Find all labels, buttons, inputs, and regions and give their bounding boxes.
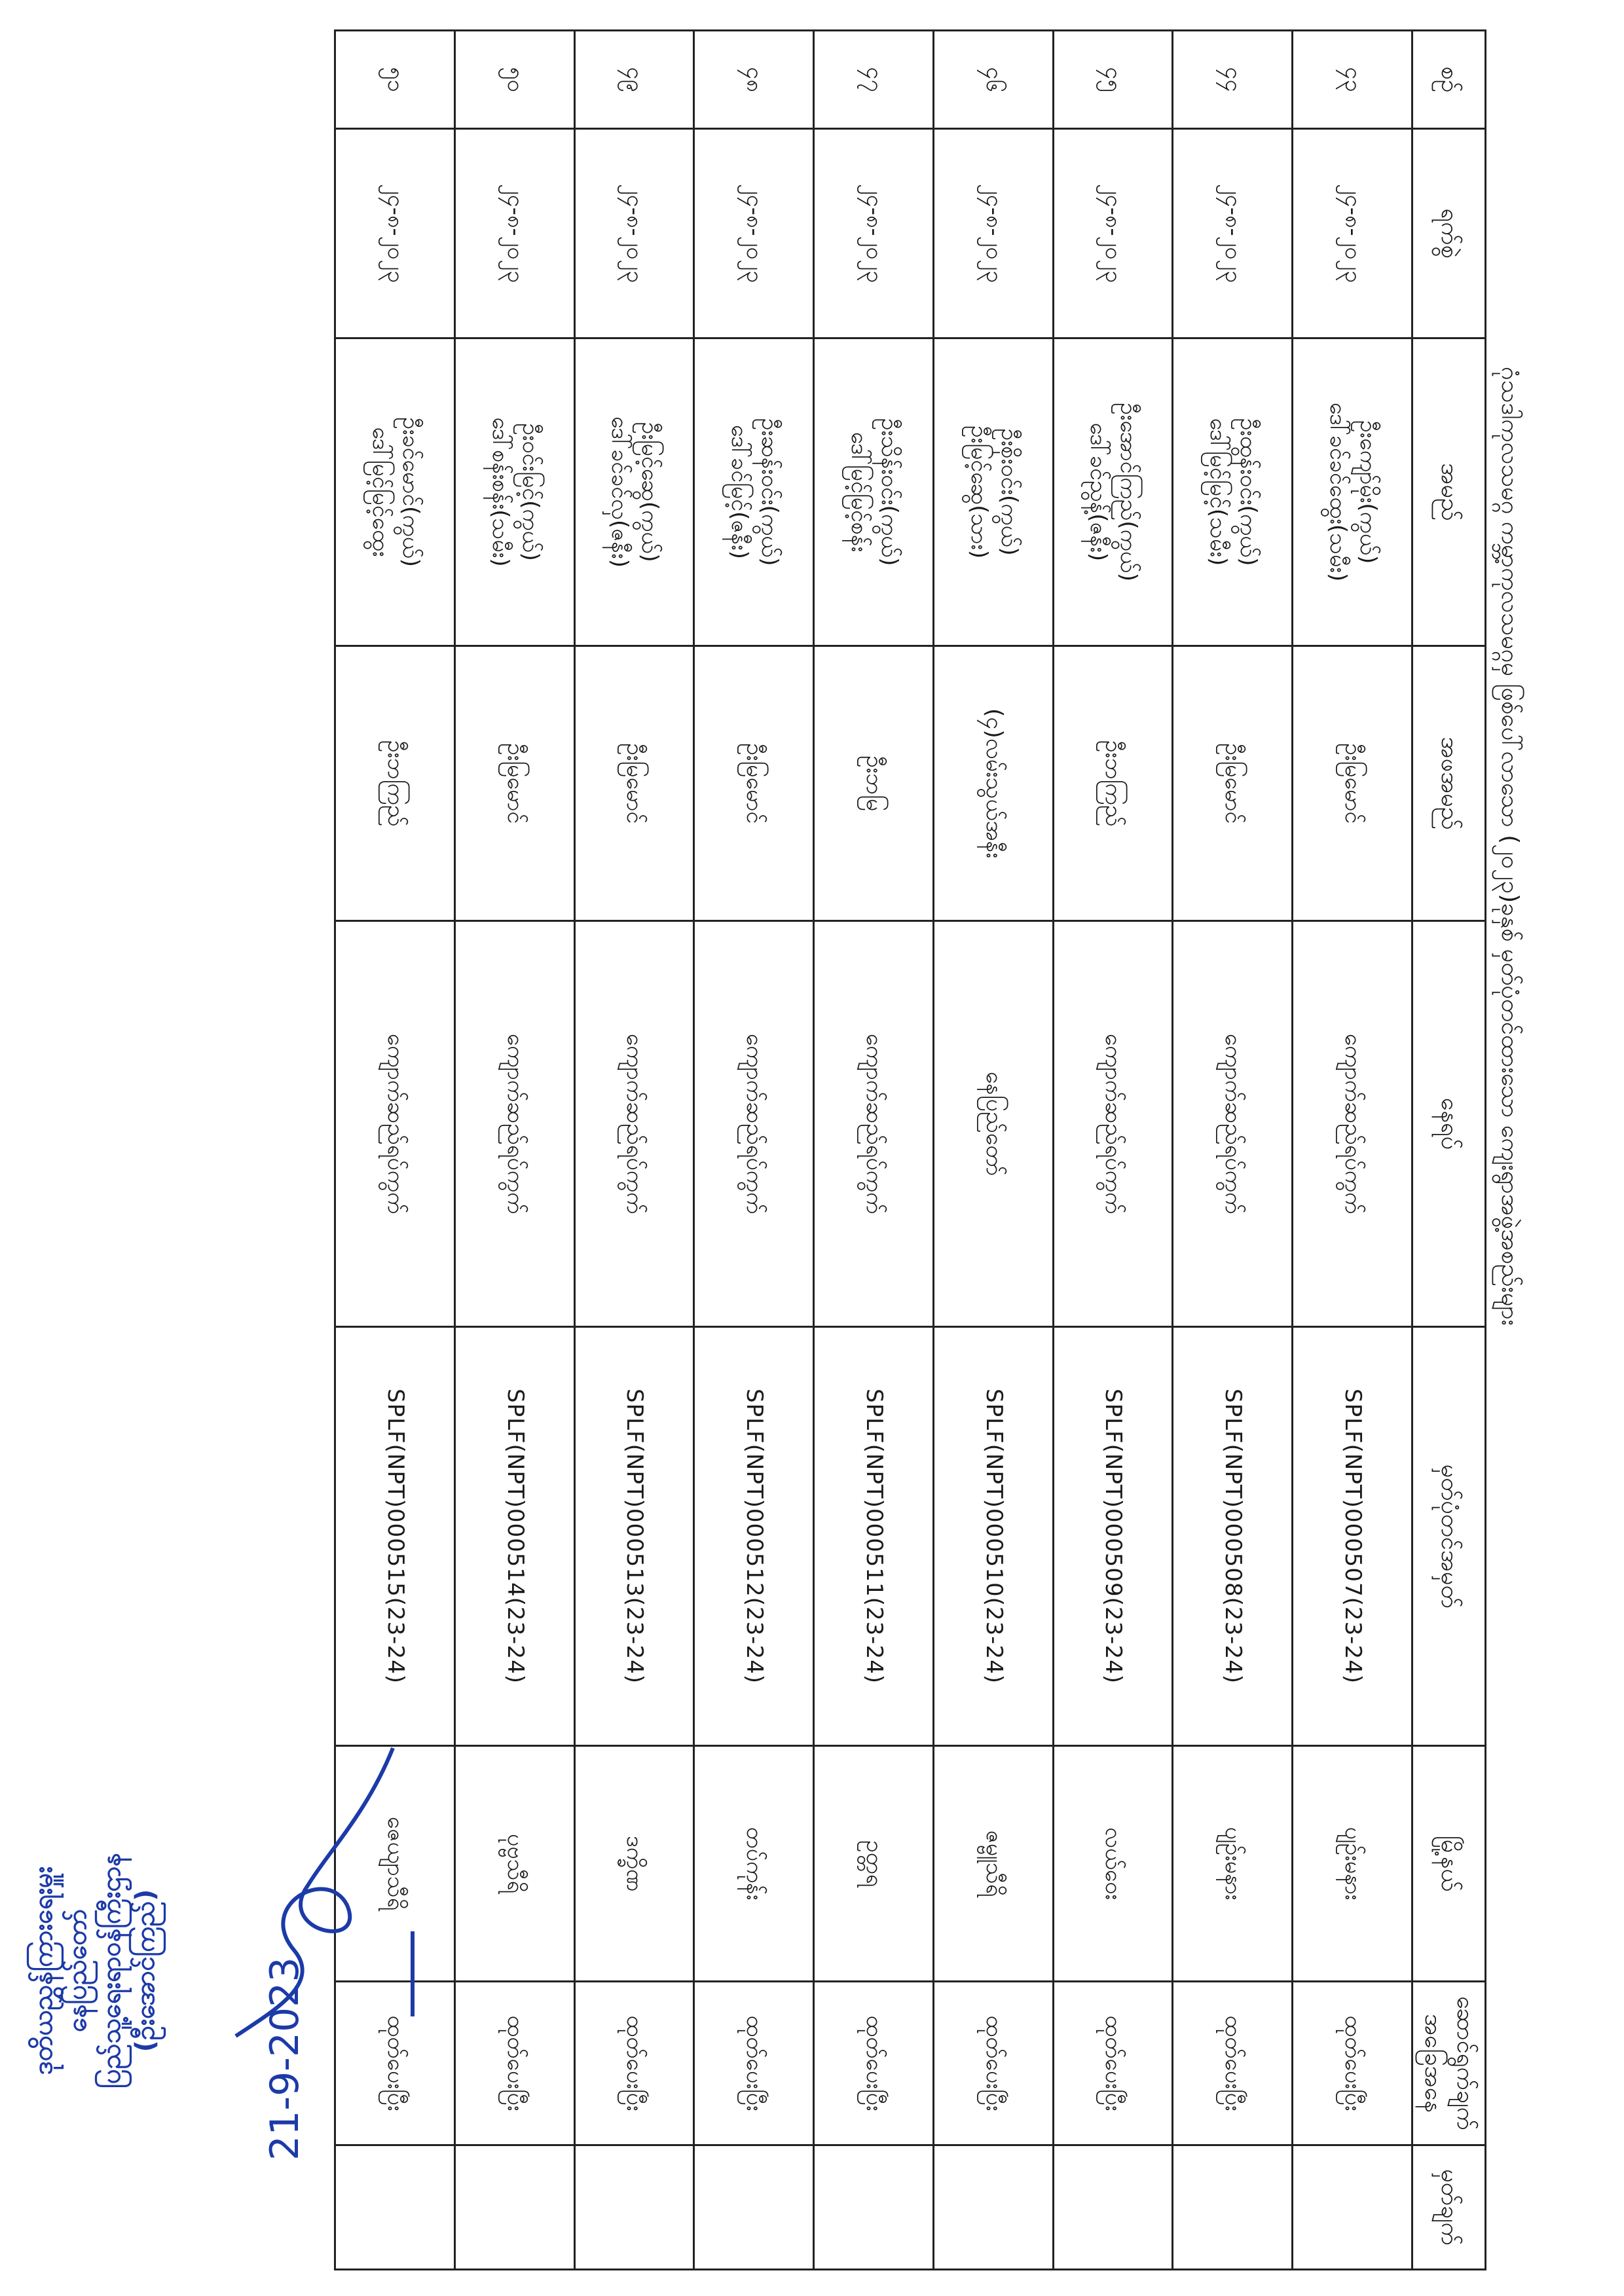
cell-no: ၄၈ <box>694 31 814 129</box>
header-date: ရက်စွဲ <box>1412 129 1485 338</box>
cell-name: ဦးမြင့်ဆွေ(ကွယ်) ဒေါ်ခင်ခင်လှ(ဇနီး) <box>574 338 694 646</box>
table-row <box>933 31 1053 2270</box>
stamp-line-2: နေပြည်တော် <box>62 1909 92 2032</box>
cell-name: ဦးကျော်မိုး(ကွယ်) ဒေါ်ခင်ခင်ထွေး(သမီး) <box>1293 338 1412 646</box>
cell-code: SPLF(NPT)000511(23-24) <box>814 1327 934 1746</box>
cell-note <box>1293 2145 1412 2270</box>
cell-remark: ထုတ်ပေးပြီး <box>814 1982 934 2145</box>
cell-address: နေပြည်တော် <box>933 921 1053 1327</box>
cell-date: ၂၄-၈-၂၀၂၃ <box>1293 129 1412 338</box>
cell-address: ကျောက်ဆည်ရပ်ကွက် <box>1293 921 1412 1327</box>
header-township: မြို့နယ် <box>1412 1746 1485 1982</box>
cell-no: ၄၆ <box>933 31 1053 129</box>
document-title: ဂုံသဒါကုလသမဂ္ဂ ကမ္ဘာ့ကုလသမဂ္ဂမှ ဖြစ်ပေါ်လာသော (၂၀၂၃)ခုနှစ် မှတ်ပုံတင်ထားသော ကျေးရွာအဖွဲ့အစည်းများ <box>1496 367 1523 1326</box>
cell-date: ၂၄-၈-၂၀၂၃ <box>335 129 455 338</box>
cell-township: လယ်ဝေး <box>1053 1746 1173 1982</box>
header-remark: ဆောင်ရွက်ချက် အခြေအနေ <box>1412 1982 1485 2145</box>
cell-name: ဦးခင်မောင်(ကွယ်) ဒေါ်မြင့်မြင့်ထွေး <box>335 338 455 646</box>
cell-father: ဦးမြမောင် <box>1293 646 1412 921</box>
cell-remark: ထုတ်ပေးပြီး <box>1293 1982 1412 2145</box>
cell-code: SPLF(NPT)000509(23-24) <box>1053 1327 1173 1746</box>
cell-code: SPLF(NPT)000513(23-24) <box>574 1327 694 1746</box>
cell-father: ဦးဘမြ <box>814 646 934 921</box>
table-row <box>694 31 814 2270</box>
cell-note <box>1053 2145 1173 2270</box>
stamp-line-3: ပြည်သူ့ရေးရာဝန်ကြီးဌာန <box>96 1853 126 2088</box>
cell-date: ၂၄-၈-၂၀၂၃ <box>454 129 574 338</box>
header-name: အမည် <box>1412 338 1485 646</box>
header-no: စဉ် <box>1412 31 1485 129</box>
signature-date: 21-9-2023 <box>262 1957 308 2160</box>
cell-father: ဦးမြမောင် <box>694 646 814 921</box>
cell-no: ၅၁ <box>335 31 455 129</box>
cell-no: ၄၉ <box>574 31 694 129</box>
cell-no: ၄၇ <box>814 31 934 129</box>
cell-code: SPLF(NPT)000515(23-24) <box>335 1327 455 1746</box>
cell-no: ၄၅ <box>1053 31 1173 129</box>
table-row <box>814 31 934 2270</box>
cell-name: ဦးထွန်းဝင်း(ကွယ်) ဒေါ်မြင့်မြင့်(သမီး) <box>1173 338 1293 646</box>
stamp-line-4: (ဦးအောင်ကြည်) <box>130 1889 160 2052</box>
cell-address: ကျောက်ဆည်ရပ်ကွက် <box>814 921 934 1327</box>
cell-name: ဦးအောင်ကြည်(ကွယ်) ဒေါ်ခင်ညွန့်(ဇနီး) <box>1053 338 1173 646</box>
cell-father: (၄)လမ်းသွယ်အနီး <box>933 646 1053 921</box>
header-address: နေရပ် <box>1412 921 1485 1327</box>
cell-note <box>933 2145 1053 2270</box>
cell-township: ပုဗ္ဗသီရိ <box>454 1746 574 1982</box>
cell-date: ၂၄-၈-၂၀၂၃ <box>1173 129 1293 338</box>
cell-address: ကျောက်ဆည်ရပ်ကွက် <box>1173 921 1293 1327</box>
header-father: အဖအမည် <box>1412 646 1485 921</box>
cell-address: ကျောက်ဆည်ရပ်ကွက် <box>1053 921 1173 1327</box>
cell-name: ဦးသိန်းဝင်း(ကွယ်) ဒေါ်မြင့်မြင့်စန်း <box>814 338 934 646</box>
cell-address: ကျောက်ဆည်ရပ်ကွက် <box>335 921 455 1327</box>
rotated-table-area <box>334 29 1486 2269</box>
cell-code: SPLF(NPT)000507(23-24) <box>1293 1327 1412 1746</box>
cell-township: တပ်ကုန်း <box>694 1746 814 1982</box>
header-code: မှတ်ပုံတင်အမှတ် <box>1412 1327 1485 1746</box>
registration-table <box>334 29 1486 2270</box>
cell-remark: ထုတ်ပေးပြီး <box>933 1982 1053 2145</box>
cell-township: ဥတ္တရ <box>814 1746 934 1982</box>
cell-township: ဇေယျာသီရိ <box>335 1746 455 1982</box>
cell-date: ၂၄-၈-၂၀၂၃ <box>933 129 1053 338</box>
cell-father: ဦးမြမောင် <box>454 646 574 921</box>
cell-remark: ထုတ်ပေးပြီး <box>1173 1982 1293 2145</box>
table-row <box>1293 31 1412 2270</box>
table-row <box>574 31 694 2270</box>
cell-code: SPLF(NPT)000512(23-24) <box>694 1327 814 1746</box>
cell-township: ပျဉ်းမနား <box>1293 1746 1412 1982</box>
header-note: မှတ်ချက် <box>1412 2145 1485 2270</box>
cell-date: ၂၄-၈-၂၀၂၃ <box>574 129 694 338</box>
cell-code: SPLF(NPT)000510(23-24) <box>933 1327 1053 1746</box>
cell-date: ၂၄-၈-၂၀၂၃ <box>1053 129 1173 338</box>
cell-township: ပျဉ်းမနား <box>1173 1746 1293 1982</box>
cell-no: ၅၀ <box>454 31 574 129</box>
handwritten-signature <box>196 1735 471 2141</box>
cell-address: ကျောက်ဆည်ရပ်ကွက် <box>574 921 694 1327</box>
cell-address: ကျောက်ဆည်ရပ်ကွက် <box>694 921 814 1327</box>
cell-note <box>694 2145 814 2270</box>
cell-name: ဦးဆန်းဝင်း(ကွယ်) ဒေါ်ခင်မြင့်(ဇနီး) <box>694 338 814 646</box>
table-row <box>1173 31 1293 2270</box>
cell-name: ဦးဝင်းမြင့်(ကွယ်) ဒေါ်စန်းစန်း(သမီး) <box>454 338 574 646</box>
cell-code: SPLF(NPT)000514(23-24) <box>454 1327 574 1746</box>
cell-date: ၂၄-၈-၂၀၂၃ <box>814 129 934 338</box>
cell-remark: ထုတ်ပေးပြီး <box>574 1982 694 2145</box>
cell-father: ဦးဘကြည် <box>1053 646 1173 921</box>
cell-remark: ထုတ်ပေးပြီး <box>1053 1982 1173 2145</box>
cell-address: ကျောက်ဆည်ရပ်ကွက် <box>454 921 574 1327</box>
table-row <box>1053 31 1173 2270</box>
cell-no: ၄၃ <box>1293 31 1412 129</box>
cell-father: ဦးမြမောင် <box>574 646 694 921</box>
cell-father: ဦးမြမောင် <box>1173 646 1293 921</box>
cell-note <box>814 2145 934 2270</box>
cell-township: ဒက္ခိဏ <box>574 1746 694 1982</box>
stamp-line-1: ဒုတိယညွှန်ကြားရေးမှူး <box>28 1866 58 2075</box>
cell-note <box>1173 2145 1293 2270</box>
cell-note <box>454 2145 574 2270</box>
cell-remark: ထုတ်ပေးပြီး <box>335 1982 455 2145</box>
cell-father: ဦးဘကြည် <box>335 646 455 921</box>
cell-remark: ထုတ်ပေးပြီး <box>694 1982 814 2145</box>
cell-no: ၄၄ <box>1173 31 1293 129</box>
table-header-row <box>1412 31 1485 2270</box>
cell-code: SPLF(NPT)000508(23-24) <box>1173 1327 1293 1746</box>
cell-township: ဇမ္ဗူသီရိ <box>933 1746 1053 1982</box>
cell-name: ဦးစိုးဝင်း(ကွယ်) ဦးမြင့်ဆွေ(သား) <box>933 338 1053 646</box>
cell-note <box>335 2145 455 2270</box>
cell-note <box>574 2145 694 2270</box>
cell-date: ၂၄-၈-၂၀၂၃ <box>694 129 814 338</box>
table-row <box>454 31 574 2270</box>
cell-remark: ထုတ်ပေးပြီး <box>454 1982 574 2145</box>
